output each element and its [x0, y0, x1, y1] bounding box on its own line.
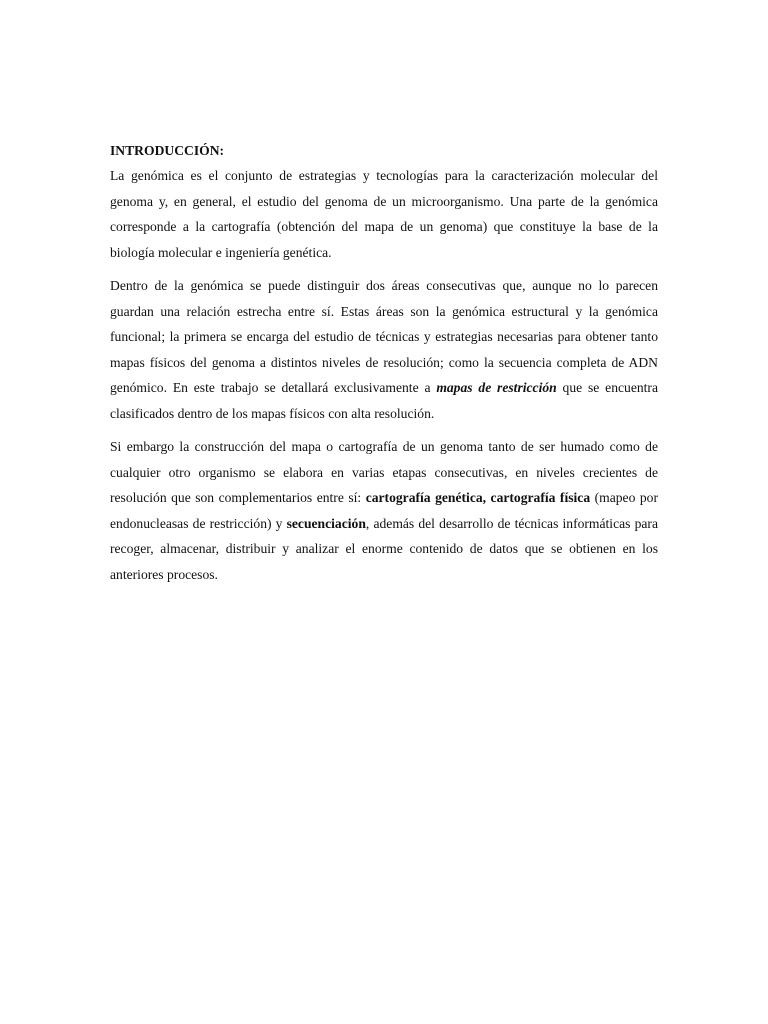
paragraph-2	[110, 273, 658, 426]
paragraph-3	[110, 434, 658, 587]
paragraph-1: La genómica es el conjunto de estrategias y tecnologías para la caracterización molecular del genoma y, en general, el estudio del genoma de un microorganismo. Una parte de la genómica corresponde a la cartografía (obtención del mapa de un genoma) que constituye la base de la biología molecular e ingeniería genética.	[110, 168, 658, 260]
paragraph-3-text-3: , además del desarrollo de técnicas informáticas para recoger, almacenar, distribuir y analizar el enorme contenido de datos que se obtienen en los anteriores procesos.	[110, 515, 658, 582]
paragraph-2-emphasis: mapas de restricción	[436, 380, 557, 395]
section-heading: INTRODUCCIÓN:	[110, 143, 225, 158]
paragraph-3-text-2: (mapeo por endonucleasas de restricción) y	[110, 490, 658, 531]
paragraph-2-text-before: Dentro de la genómica se puede distinguir dos áreas consecutivas que, aunque no lo parecen guardan una relación estrecha entre sí. Estas áreas son la genómica estructural y la genómica funcional; la primera se encarga del estudio de técnicas y estrategias necesarias para obtener tanto mapas físicos del genoma a distintos niveles de resolución; como la secuencia completa de ADN genómico. En este trabajo se detallará exclusivamente a	[110, 278, 658, 395]
paragraph-2-text-after: que se encuentra clasificados dentro de los mapas físicos con alta resolución.	[110, 380, 658, 421]
paragraph-3-bold-1: cartografía genética, cartografía física	[365, 490, 591, 505]
paragraph-3-text-1: Si embargo la construcción del mapa o cartografía de un genoma tanto de ser humado como de cualquier otro organismo se elabora en varias etapas consecutivas, en niveles crecientes de resolución que son complementarios entre sí:	[110, 439, 658, 505]
document-body	[110, 139, 658, 595]
paragraph-3-bold-2: secuenciación	[286, 515, 366, 531]
